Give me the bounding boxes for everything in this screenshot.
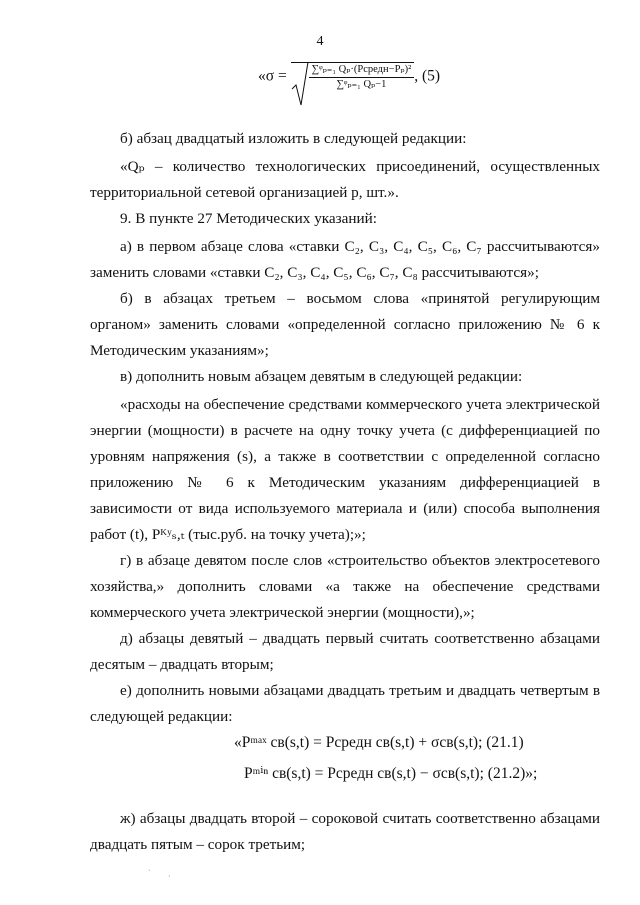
paragraph-item-9: 9. В пункте 27 Методических указаний:	[120, 210, 378, 227]
formula-5-fraction	[309, 63, 415, 92]
formula-5-numerator: ∑ᵠₚ₌₁ Qₚ·(Pсредн−Pₚ)²	[309, 63, 415, 78]
formula-21-2: Pᵐⁱⁿ св(s,t) = Pсредн св(s,t) − σсв(s,t); (21.2)»;	[244, 765, 538, 782]
sqrt-sign	[291, 62, 415, 92]
scan-speck: ˎ	[148, 862, 151, 871]
paragraph-g: г) в абзаце девятом после слов «строительство объектов электросетевого хозяйства,» дополнить словами «а также на обеспечение средствами коммерческого учета электрической энергии (мощности),»;	[90, 552, 600, 621]
radical-icon	[291, 61, 309, 107]
formula-5-lead: «σ =	[258, 67, 287, 85]
paragraph-expenses-quote: «расходы на обеспечение средствами коммерческого учета электрической энергии (мощности) в расчете на одну точку учета (с дифференциацией по уровням напряжения (s), а также в соответствии с определенной согласно приложению № 6 к Методическим указаниям дифференциацией в зависимости от вида используемого материала и (или) способа выполнения работ (t), Pᴷʸₛ,ₜ (тыс.руб. на точку учета);»;	[90, 396, 600, 543]
formula-5-denominator: ∑ᵠₚ₌₁ Qₚ−1	[336, 79, 387, 90]
formula-21-1: «Pᵐᵃˣ св(s,t) = Pсредн св(s,t) + σсв(s,t); (21.1)	[234, 734, 524, 751]
formula-5	[258, 62, 440, 92]
paragraph-b-20: б) абзац двадцатый изложить в следующей редакции:	[120, 130, 467, 147]
paragraph-qp-definition: «Qₚ – количество технологических присоединений, осуществленных территориальной сетевой организацией р, шт.».	[90, 158, 600, 201]
paragraph-e: е) дополнить новыми абзацами двадцать третьим и двадцать четвертым в следующей редакции:	[90, 682, 600, 725]
page-number: 4	[316, 34, 324, 49]
paragraph-v: в) дополнить новым абзацем девятым в следующей редакции:	[120, 368, 523, 385]
paragraph-d: д) абзацы девятый – двадцать первый считать соответственно абзацами десятым – двадцать вторым;	[90, 630, 600, 673]
paragraph-a: а) в первом абзаце слова «ставки C₂, C₃, C₄, C₅, C₆, C₇ рассчитываются» заменить словами «ставки C₂, C₃, C₄, C₅, C₆, C₇, C₈ рассчитываются»;	[90, 238, 600, 281]
paragraph-zh: ж) абзацы двадцать второй – сороковой считать соответственно абзацами двадцать пятым – сорок третьим;	[90, 810, 600, 853]
scan-speck: ·	[168, 872, 171, 881]
paragraph-b-3-8: б) в абзацах третьем – восьмом слова «принятой регулирующим органом» заменить словами «определенной согласно приложению № 6 к Методическим указаниям»;	[90, 290, 600, 359]
formula-5-tail: , (5)	[414, 67, 441, 85]
